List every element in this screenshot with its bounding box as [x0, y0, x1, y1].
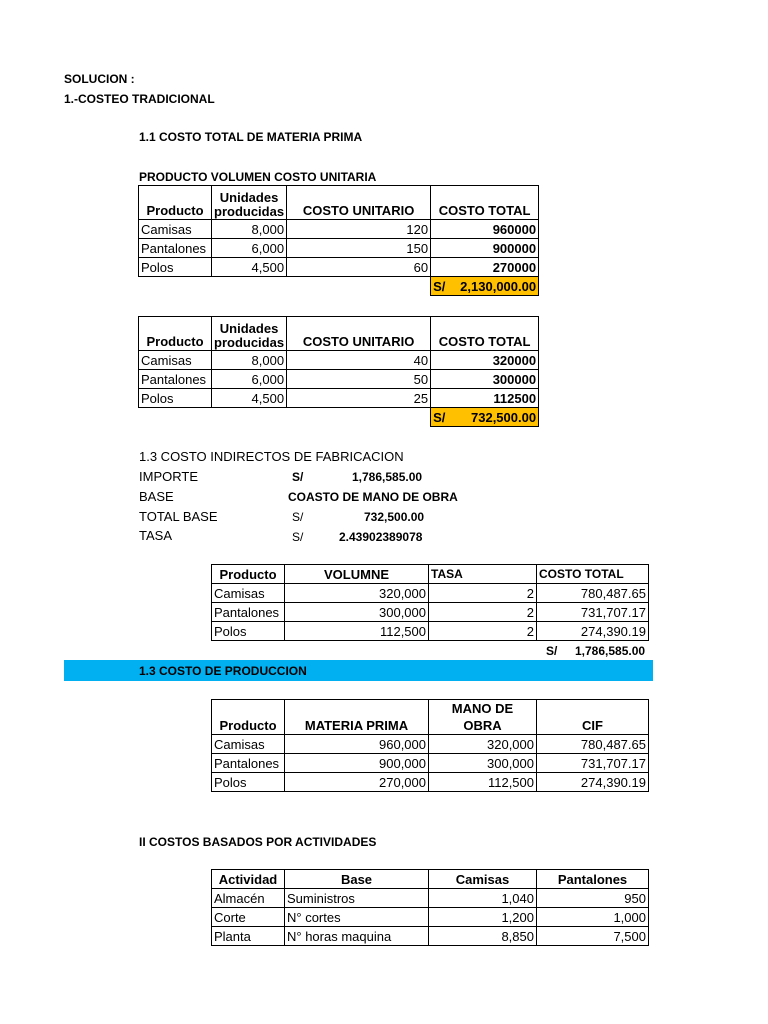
table-cell: 2: [429, 603, 537, 622]
currency-symbol: S/: [433, 278, 446, 294]
producto-volumen-header: PRODUCTO VOLUMEN COSTO UNITARIA: [139, 170, 377, 184]
table-cell: Polos: [139, 258, 212, 277]
produccion-title: 1.3 COSTO DE PRODUCCION: [139, 664, 307, 678]
table-cell: 8,850: [429, 927, 537, 946]
total-row: [139, 277, 539, 296]
table-cell: 274,390.19: [537, 773, 649, 792]
table-row: [212, 927, 649, 946]
table-cell: 1,200: [429, 908, 537, 927]
column-header: Unidades producidas: [212, 186, 287, 220]
table-cell: 40: [287, 351, 431, 370]
column-header: COSTO TOTAL: [431, 317, 539, 351]
column-header: COSTO TOTAL: [431, 186, 539, 220]
table-cell: Pantalones: [139, 370, 212, 389]
table-cell: 6,000: [212, 239, 287, 258]
table-cell: 112,500: [429, 773, 537, 792]
table-cell: Camisas: [212, 735, 285, 754]
table-header-row: [212, 565, 649, 584]
actividades-table: [211, 869, 649, 946]
column-header: VOLUMNE: [285, 565, 429, 584]
table-cell: Suministros: [285, 889, 429, 908]
table-cell: 320000: [431, 351, 539, 370]
table-cell: 780,487.65: [537, 584, 649, 603]
materia-prima-table: [138, 185, 539, 296]
table-row: [139, 370, 539, 389]
importe-currency: S/: [292, 470, 304, 484]
table-row: [212, 622, 649, 641]
table-row: [212, 908, 649, 927]
table-cell: 270000: [431, 258, 539, 277]
cif-total-currency: S/: [546, 644, 558, 658]
table-row: [139, 351, 539, 370]
tasa-currency: S/: [292, 530, 304, 544]
table-cell: 300,000: [429, 754, 537, 773]
table-cell: 320,000: [285, 584, 429, 603]
column-header: Pantalones: [537, 870, 649, 889]
costo-produccion-table: [211, 699, 649, 792]
table-row: [212, 754, 649, 773]
table-cell: 731,707.17: [537, 603, 649, 622]
table-cell: Polos: [212, 773, 285, 792]
total-base-value: 732,500.00: [364, 510, 425, 524]
column-header: Camisas: [429, 870, 537, 889]
table-cell: 50: [287, 370, 431, 389]
table-cell: 4,500: [212, 389, 287, 408]
table-cell: 112500: [431, 389, 539, 408]
column-header: Producto: [139, 317, 212, 351]
importe-label: IMPORTE: [139, 469, 198, 484]
column-header: Producto: [139, 186, 212, 220]
actividades-title: II COSTOS BASADOS POR ACTIVIDADES: [139, 835, 377, 849]
table-row: [139, 220, 539, 239]
table-cell: N° cortes: [285, 908, 429, 927]
table-cell: 8,000: [212, 351, 287, 370]
table-cell: Polos: [212, 622, 285, 641]
table-cell: 320,000: [429, 735, 537, 754]
table-cell: Camisas: [139, 220, 212, 239]
table-row: [212, 889, 649, 908]
table-cell: 120: [287, 220, 431, 239]
table-cell: Corte: [212, 908, 285, 927]
solucion-heading: SOLUCION :: [64, 72, 135, 86]
table-cell: 274,390.19: [537, 622, 649, 641]
table-row: [139, 389, 539, 408]
table-cell: 1,000: [537, 908, 649, 927]
total-value: 732,500.00: [471, 409, 537, 425]
costeo-tradicional-heading: 1.-COSTEO TRADICIONAL: [64, 92, 215, 106]
table-cell: 900000: [431, 239, 539, 258]
column-header: Unidades producidas: [212, 317, 287, 351]
column-header: Producto: [212, 700, 285, 735]
table-cell: 300000: [431, 370, 539, 389]
table-cell: 112,500: [285, 622, 429, 641]
table-cell: 60: [287, 258, 431, 277]
tasa-label: TASA: [139, 528, 172, 543]
table-cell: 960000: [431, 220, 539, 239]
column-header: COSTO UNITARIO: [287, 317, 431, 351]
column-header: TASA: [429, 565, 537, 584]
table-cell: Camisas: [212, 584, 285, 603]
base-value: COASTO DE MANO DE OBRA: [288, 490, 458, 504]
total-cell: [431, 408, 539, 427]
cif-total-value: 1,786,585.00: [575, 644, 646, 658]
mano-de-obra-table: [138, 316, 539, 427]
table-cell: 270,000: [285, 773, 429, 792]
table-header-row: [212, 700, 649, 735]
column-header: CIF: [537, 700, 649, 735]
table-cell: Pantalones: [212, 754, 285, 773]
total-row: [139, 408, 539, 427]
cif-title: 1.3 COSTO INDIRECTOS DE FABRICACION: [139, 449, 404, 464]
table-cell: Camisas: [139, 351, 212, 370]
table-header-row: [139, 186, 539, 220]
total-base-label: TOTAL BASE: [139, 509, 218, 524]
table-cell: Pantalones: [139, 239, 212, 258]
column-header: COSTO TOTAL: [537, 565, 649, 584]
table-cell: 2: [429, 622, 537, 641]
table-cell: 6,000: [212, 370, 287, 389]
column-header: MANO DE OBRA: [429, 700, 537, 735]
table-row: [212, 735, 649, 754]
table-cell: 900,000: [285, 754, 429, 773]
importe-value: 1,786,585.00: [352, 470, 423, 484]
cif-distribution-table: [211, 564, 649, 641]
table-cell: N° horas maquina: [285, 927, 429, 946]
table-row: [212, 584, 649, 603]
total-base-currency: S/: [292, 510, 304, 524]
base-label: BASE: [139, 489, 174, 504]
table-cell: Almacén: [212, 889, 285, 908]
table-cell: Pantalones: [212, 603, 285, 622]
table-cell: 1,040: [429, 889, 537, 908]
table-cell: 4,500: [212, 258, 287, 277]
table-cell: Polos: [139, 389, 212, 408]
table-row: [212, 603, 649, 622]
column-header: MATERIA PRIMA: [285, 700, 429, 735]
currency-symbol: S/: [433, 409, 446, 425]
column-header: Actividad: [212, 870, 285, 889]
column-header: Base: [285, 870, 429, 889]
table-header-row: [212, 870, 649, 889]
table-row: [139, 258, 539, 277]
table-row: [212, 773, 649, 792]
table-cell: 25: [287, 389, 431, 408]
table-cell: 780,487.65: [537, 735, 649, 754]
table-cell: 8,000: [212, 220, 287, 239]
table-cell: 731,707.17: [537, 754, 649, 773]
table-cell: Planta: [212, 927, 285, 946]
column-header: Producto: [212, 565, 285, 584]
column-header: COSTO UNITARIO: [287, 186, 431, 220]
tasa-value: 2.43902389078: [339, 530, 423, 544]
table-cell: 150: [287, 239, 431, 258]
materia-prima-heading: 1.1 COSTO TOTAL DE MATERIA PRIMA: [139, 130, 363, 144]
total-value: 2,130,000.00: [460, 278, 537, 294]
table-row: [139, 239, 539, 258]
total-cell: [431, 277, 539, 296]
table-header-row: [139, 317, 539, 351]
table-cell: 960,000: [285, 735, 429, 754]
table-cell: 300,000: [285, 603, 429, 622]
table-cell: 950: [537, 889, 649, 908]
table-cell: 7,500: [537, 927, 649, 946]
table-cell: 2: [429, 584, 537, 603]
